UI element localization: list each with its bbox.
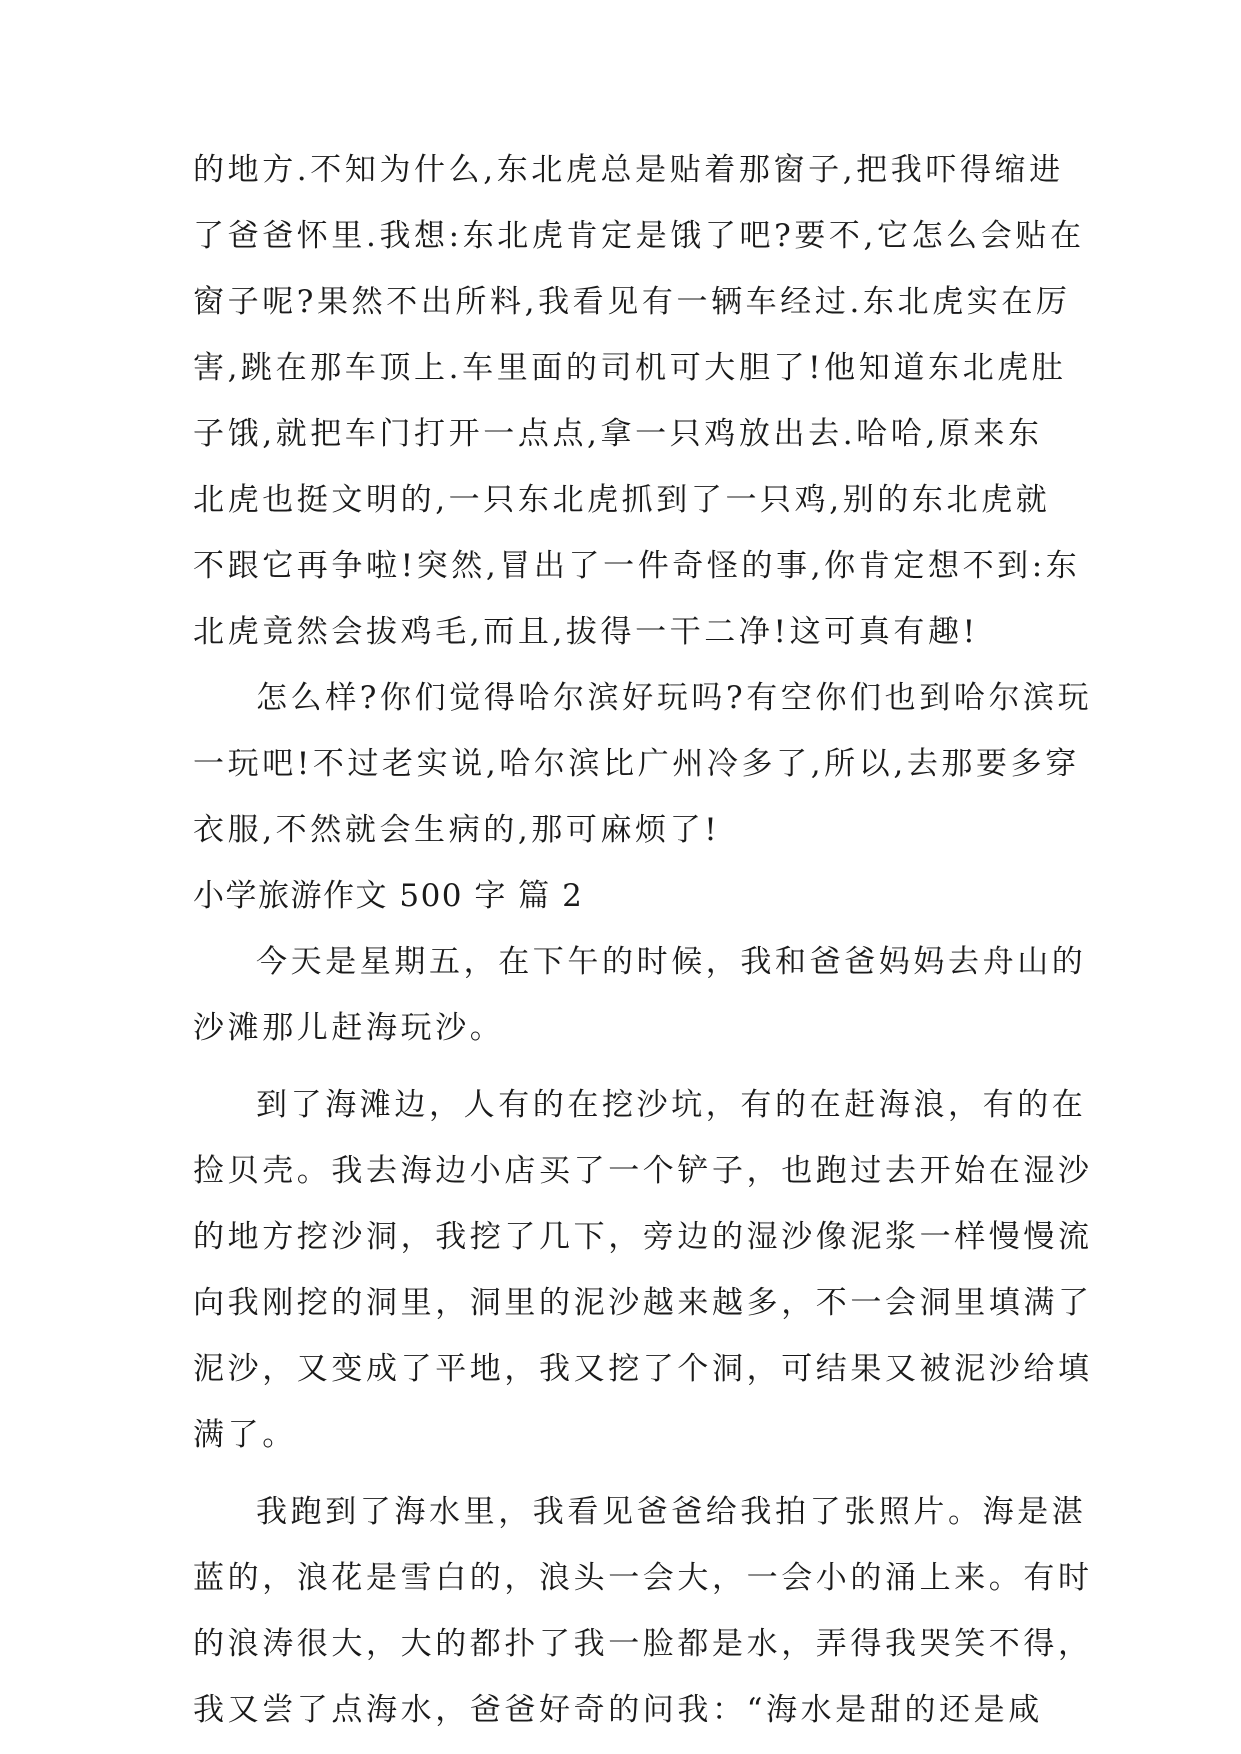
text-line: 我又尝了点海水，爸爸好奇的问我：“海水是甜的还是咸 [193, 1692, 1043, 1728]
text-line: 今天是星期五，在下午的时候，我和爸爸妈妈去舟山的 [256, 944, 1087, 980]
section-heading: 小学旅游作文 500 字 篇 2 [193, 878, 584, 914]
text-line: 子饿,就把车门打开一点点,拿一只鸡放出去.哈哈,原来东 [193, 416, 1043, 452]
text-line: 泥沙，又变成了平地，我又挖了个洞，可结果又被泥沙给填 [193, 1351, 1093, 1387]
text-line: 蓝的，浪花是雪白的，浪头一会大，一会小的涌上来。有时 [193, 1560, 1093, 1596]
text-line: 满了。 [193, 1417, 297, 1453]
text-line: 了爸爸怀里.我想:东北虎肯定是饿了吧?要不,它怎么会贴在 [193, 218, 1085, 254]
text-line: 我跑到了海水里，我看见爸爸给我拍了张照片。海是湛 [256, 1494, 1087, 1530]
text-line: 北虎竟然会拔鸡毛,而且,拔得一干二净!这可真有趣! [193, 614, 979, 650]
text-line: 到了海滩边，人有的在挖沙坑，有的在赶海浪，有的在 [256, 1087, 1087, 1123]
text-line: 的地方挖沙洞，我挖了几下，旁边的湿沙像泥浆一样慢慢流 [193, 1219, 1093, 1255]
text-line: 北虎也挺文明的,一只东北虎抓到了一只鸡,别的东北虎就 [193, 482, 1051, 518]
text-line: 不跟它再争啦!突然,冒出了一件奇怪的事,你肯定想不到:东 [193, 548, 1081, 584]
text-line: 害,跳在那车顶上.车里面的司机可大胆了!他知道东北虎肚 [193, 350, 1067, 386]
text-line: 怎么样?你们觉得哈尔滨好玩吗?有空你们也到哈尔滨玩 [256, 680, 1093, 716]
text-line: 向我刚挖的洞里，洞里的泥沙越来越多，不一会洞里填满了 [193, 1285, 1093, 1321]
text-line: 衣服,不然就会生病的,那可麻烦了! [193, 812, 721, 848]
text-line: 捡贝壳。我去海边小店买了一个铲子，也跑过去开始在湿沙 [193, 1153, 1093, 1189]
text-line: 窗子呢?果然不出所料,我看见有一辆车经过.东北虎实在厉 [193, 284, 1071, 320]
text-line: 的地方.不知为什么,东北虎总是贴着那窗子,把我吓得缩进 [193, 152, 1064, 188]
text-line: 沙滩那儿赶海玩沙。 [193, 1010, 505, 1046]
text-line: 的浪涛很大，大的都扑了我一脸都是水，弄得我哭笑不得， [193, 1626, 1093, 1662]
text-line: 一玩吧!不过老实说,哈尔滨比广州冷多了,所以,去那要多穿 [193, 746, 1080, 782]
